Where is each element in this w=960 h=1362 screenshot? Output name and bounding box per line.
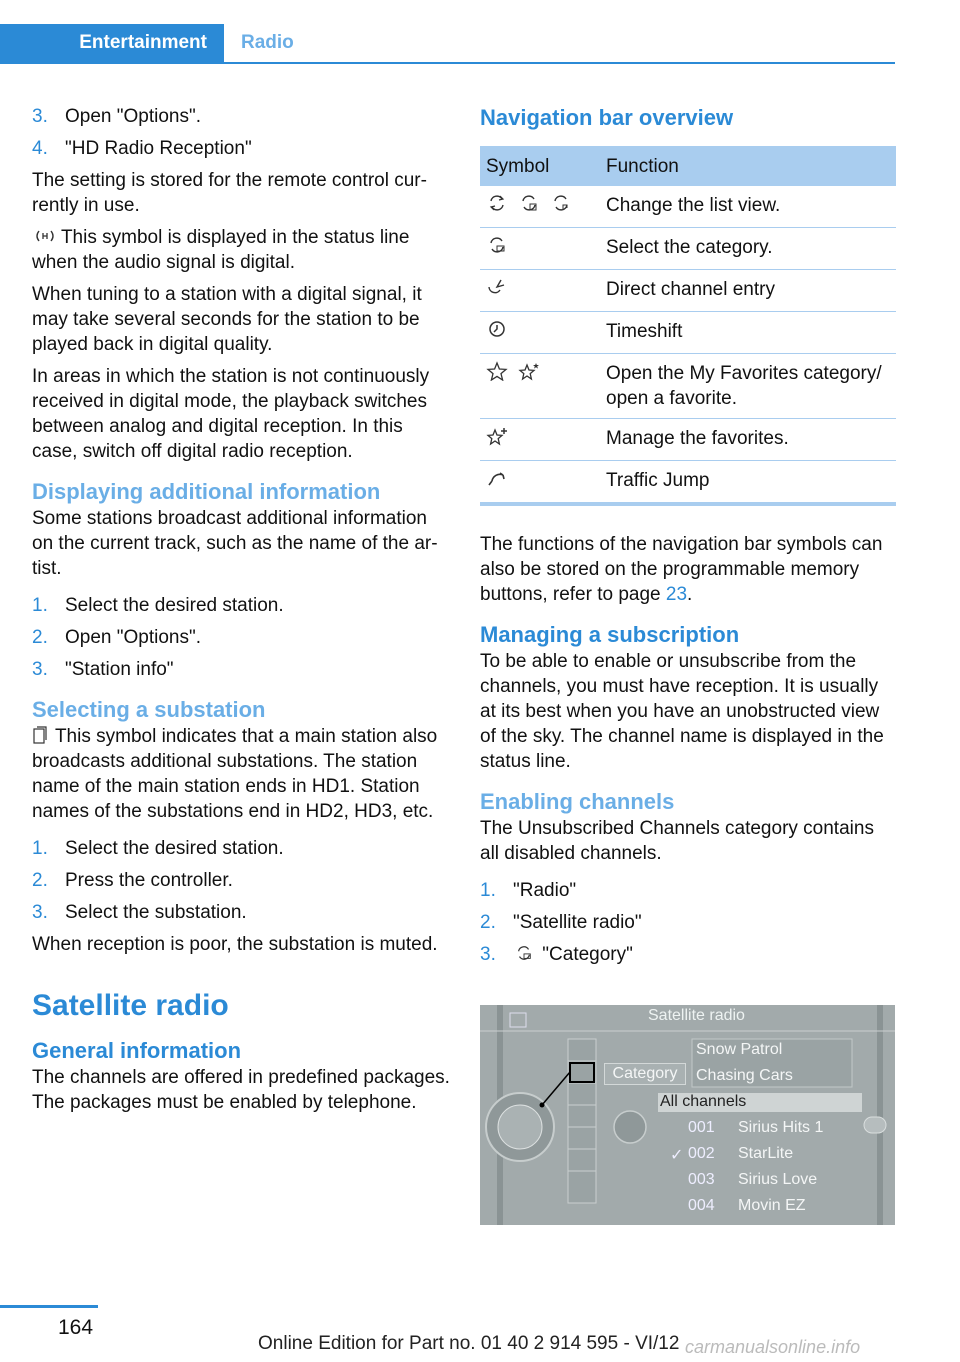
channel-code: 003 — [688, 1171, 715, 1188]
column-header-symbol: Symbol — [480, 146, 600, 186]
heading-managing-subscription: Managing a subscription — [480, 622, 740, 647]
list-item: 3. "Station info" — [32, 659, 174, 680]
paragraph: The Unsubscribed Channels category contains all disabled channels. — [480, 818, 874, 864]
screen-list-item[interactable]: Chasing Cars — [696, 1067, 793, 1084]
category-callout: Category — [604, 1063, 686, 1085]
substation-icon — [32, 726, 50, 744]
category-icon — [486, 235, 508, 255]
footer-rule — [0, 1305, 98, 1308]
paragraph: The channels are offered in predefined packages. The packages must be enabled by telephone. — [32, 1067, 450, 1113]
watermark: carmanualsonline.info — [685, 1337, 861, 1357]
list-view-icon — [518, 193, 540, 213]
list-item: 2. "Satellite radio" — [480, 912, 642, 933]
list-item: 2. Open "Options". — [32, 627, 202, 648]
edition-text: Online Edition for Part no. 01 40 2 914 595 - VI/12 — [258, 1333, 680, 1354]
heading-enabling-channels: Enabling channels — [480, 789, 675, 814]
channel-code: 004 — [688, 1197, 715, 1214]
list-item: 1. Select the desired station. — [32, 838, 284, 859]
navigation-bar-table — [480, 146, 896, 506]
list-item: 4. "HD Radio Reception" — [32, 138, 252, 159]
paragraph: The functions of the navigation bar symbols can also be stored on the programmable memory buttons, refer to page 23. — [480, 534, 883, 605]
manage-favorites-icon — [486, 426, 508, 446]
channel-code: 001 — [688, 1119, 715, 1136]
traffic-jump-icon — [486, 468, 508, 488]
screen-list-item-selected[interactable]: All channels — [660, 1093, 747, 1110]
page-link[interactable]: 23 — [665, 584, 688, 605]
paragraph: This symbol indicates that a main station also broadcasts additional substations. The station name of the main station ends in HD1. Station names of the substations end in HD2, HD3, etc. — [32, 726, 438, 822]
table-row: Direct channel entry — [480, 270, 896, 312]
list-view-icon — [486, 193, 508, 213]
paragraph: The setting is stored for the remote control currently in use. — [32, 170, 427, 216]
checkmark-icon: ✓ — [670, 1147, 684, 1164]
heading-selecting-substation: Selecting a substation — [32, 697, 266, 722]
heading-satellite-radio: Satellite radio — [32, 989, 229, 1022]
paragraph: This symbol is displayed in the status line when the audio signal is digital. — [32, 227, 410, 273]
timeshift-icon — [486, 319, 508, 339]
channel-name[interactable]: Sirius Hits 1 — [738, 1119, 824, 1136]
channel-name[interactable]: Movin EZ — [738, 1197, 806, 1214]
page-number: 164 — [58, 1316, 94, 1339]
table-row: Open the My Favorites category/ open a favorite. — [480, 354, 896, 419]
list-view-icon — [550, 193, 572, 213]
hd-digital-signal-icon — [32, 227, 56, 245]
heading-general-information: General information — [32, 1038, 242, 1063]
list-item: 3. Select the substation. — [32, 902, 247, 923]
list-item: 3. Open "Options". — [32, 106, 202, 127]
table-row: Timeshift — [480, 312, 896, 354]
list-item: 1. "Radio" — [480, 880, 577, 901]
screen-list-item[interactable]: Snow Patrol — [696, 1041, 783, 1058]
table-row: Manage the favorites. — [480, 419, 896, 461]
table-row: Select the category. — [480, 228, 896, 270]
table-row: Change the list view. — [480, 186, 896, 228]
table-header-row — [480, 146, 896, 186]
tab-entertainment[interactable]: Entertainment — [0, 24, 224, 62]
idrive-screenshot — [480, 1005, 895, 1225]
open-favorite-icon — [518, 361, 540, 381]
paragraph: When reception is poor, the substation is muted. — [32, 934, 438, 955]
heading-additional-information: Displaying additional information — [32, 479, 381, 504]
list-item: 2. Press the controller. — [32, 870, 233, 891]
right-column — [480, 104, 896, 974]
tab-radio[interactable]: Radio — [241, 32, 294, 53]
channel-code: 002 — [688, 1145, 715, 1162]
channel-name[interactable]: StarLite — [738, 1145, 794, 1162]
column-header-function: Function — [600, 146, 896, 186]
screen-title: Satellite radio — [648, 1007, 745, 1024]
list-item: 1. Select the desired station. — [32, 595, 284, 616]
table-row: Traffic Jump — [480, 461, 896, 505]
direct-entry-icon — [486, 277, 508, 297]
paragraph: In areas in which the station is not continuously received in digital mode, the playback switches between analog and digital reception. In this case, switch off digital radio reception. — [32, 366, 430, 462]
favorites-star-icon — [486, 361, 508, 381]
paragraph: To be able to enable or unsubscribe from the channels, you must have reception. It is usually at its best when you have an unobstructed view of the sky. The channel name is displayed in the status line. — [480, 651, 884, 772]
header-tabbar — [0, 24, 895, 64]
screen-background — [480, 1005, 895, 1225]
paragraph: When tuning to a station with a digital signal, it may take several seconds for the station to be played back in digital quality. — [32, 284, 422, 355]
heading-navigation-bar-overview: Navigation bar overview — [480, 105, 734, 130]
channel-name[interactable]: Sirius Love — [738, 1171, 818, 1188]
list-item: 3. "Category" — [480, 944, 633, 965]
category-icon — [513, 944, 537, 962]
paragraph: Some stations broadcast additional information on the current track, such as the name of the artist. — [32, 508, 438, 579]
left-column — [32, 104, 450, 1122]
